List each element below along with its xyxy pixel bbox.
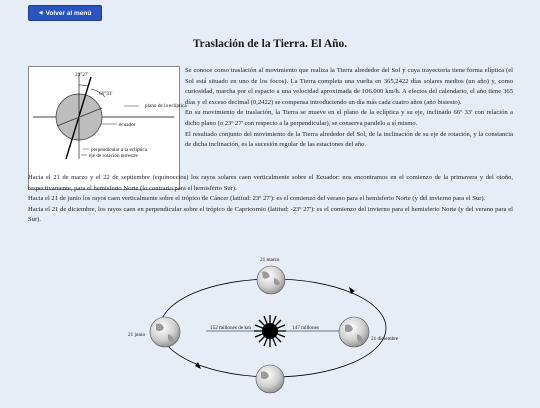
seasons-text (28, 173, 513, 226)
sun-icon (254, 315, 286, 347)
body-paragraph: Hacia el 21 de junio los rayos caen verticalmente sobre el trópico de Cáncer (latitud: 23º 27'): es el comienzo del verano para el hemisferio Norte (y del invierno para el Sur). (28, 195, 486, 203)
earth-globe-icon (339, 317, 369, 347)
earth-globe-icon (256, 365, 284, 393)
back-to-menu-button[interactable] (28, 5, 102, 21)
march-label: 21 marzo (260, 257, 280, 263)
intro-text (185, 66, 513, 151)
angle-side-label: 66°33' (99, 91, 113, 97)
december-label: 21 diciembre (371, 336, 399, 342)
ecliptic-label: plano de la eclíptica (145, 103, 187, 109)
intro-paragraph: El resultado conjunto del movimiento de la Tierra alrededor del Sol, de la inclinación de su eje de rotación, y la constancia de dicha inclinación, es la sucesión regular de las estaciones del año. (185, 130, 513, 149)
earth-globe-icon (257, 266, 285, 294)
orbit-diagram (90, 248, 480, 403)
angle-top-label: 23°27' (75, 72, 89, 78)
earth-axis-diagram (28, 66, 187, 190)
back-button-label: Volver al menú (45, 9, 92, 17)
rotation-axis-label: eje de rotación terrestre (89, 153, 138, 159)
june-label: 21 junio (128, 332, 146, 338)
intro-paragraph: Se conoce como traslación al movimiento que realiza la Tierra alrededor del Sol y cuya trayectoria tiene forma elíptica (el Sol está situado en uno de los focos). La Tierra completa una vuelta en 365,2422 días solares medios (un año) y, como curiosidad, marcha por el espacio a una velocidad aproximada de 106.000 km/h. A efectos del calendario, el año tiene 365 días y el exceso decimal (0,2422) se compensa introduciendo un día más cada cuatro años (año bisiesto). (185, 67, 513, 106)
equator-label: ecuador (119, 122, 136, 128)
intro-paragraph: En su movimiento de traslación, la Tierra se mueve en el plano de la eclíptica y su eje, inclinado 66º 33' con relación a dicho plano (o 23º 27' con respecto a la perpendicular), se conserva paralelo a sí mismo. (185, 109, 513, 127)
earth-globe-icon (150, 317, 180, 347)
distance-left-label: 152 millones de km (210, 325, 252, 331)
body-paragraph: Hacia el 21 de diciembre, los rayos caen en perpendicular sobre el trópico de Capricornio (latitud: -23º 27'): es el comienzo del invierno para el hemisferio Norte (y del verano para el Sur). (28, 205, 513, 224)
left-triangle-icon: ◀ (38, 10, 43, 16)
distance-right-label: 147 millones (292, 325, 319, 331)
body-paragraph: Hacia el 21 de marzo y el 22 de septiembre (equinoccios) los rayos solares caen verticalmente sobre el Ecuador: nos encontramos en el comienzo de la primavera y del otoño, respectivamente, para el hemisferio Norte (lo contrario para el hemisferio Sur). (28, 174, 513, 192)
page-title: Traslación de la Tierra. El Año. (192, 38, 348, 50)
perpendicular-label: perpendicular a la eclíptica (91, 147, 148, 153)
